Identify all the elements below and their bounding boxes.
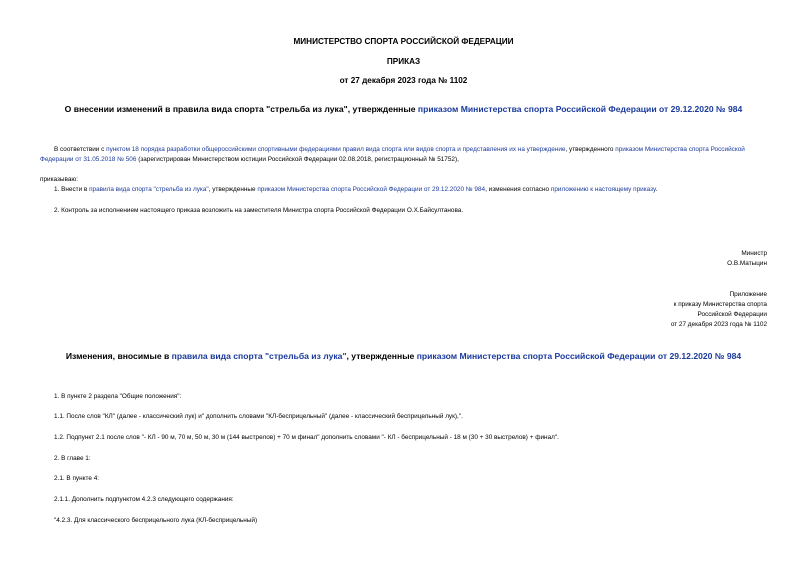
change-item: 1.1. После слов "КЛ" (далее - классический лук) и" дополнить словами "КЛ-бесприцельный" (далее - классический бесприцельный лук),".: [54, 413, 463, 420]
item1-text-1: 1. Внести в: [54, 186, 90, 193]
item1-link-appendix[interactable]: приложению к настоящему приказу: [550, 186, 656, 193]
preamble-text-3: (зарегистрирован Министерством юстиции Российской Федерации 02.08.2018, регистрационный № 51752),: [136, 156, 459, 163]
item1-link-rules[interactable]: правила вида спорта "стрельба из лука": [89, 186, 209, 193]
change-item: "4.2.3. Для классического бесприцельного лука (КЛ-бесприцельный): [54, 517, 258, 524]
doc-type: ПРИКАЗ: [386, 57, 421, 66]
appendix-label: Приложение: [729, 291, 767, 298]
doc-date-number: от 27 декабря 2023 года № 1102: [339, 76, 468, 85]
item1-text-2: , утвержденные: [208, 186, 258, 193]
preamble-text-2: , утвержденного: [565, 146, 616, 153]
appendix-line-2: Российской Федерации: [697, 311, 767, 318]
changes-title-text-2: , утвержденные: [346, 351, 417, 361]
order-word: приказываю:: [40, 176, 78, 183]
change-item: 2.1. В пункте 4:: [54, 475, 100, 482]
signature-position: Министр: [741, 250, 767, 257]
change-item: 1. В пункте 2 раздела "Общие положения":: [54, 393, 182, 400]
appendix-line-3: от 27 декабря 2023 года № 1102: [670, 321, 767, 328]
item-1: [54, 185, 657, 195]
changes-title-text-1: Изменения, вносимые в: [65, 351, 172, 361]
change-item: 1.2. Подпункт 2.1 после слов "- КЛ - 90 м, 70 м, 50 м, 30 м (144 выстрелов) + 70 м финал" дополнить словами "- КЛ - бесприцельный - 18 м (30 + 30 выстрелов) + финал".: [54, 434, 559, 441]
item1-link-order[interactable]: приказом Министерства спорта Российской Федерации от 29.12.2020 № 984: [257, 186, 486, 193]
change-item: 2. В главе 1:: [54, 455, 91, 462]
preamble: [40, 145, 770, 165]
item-2: 2. Контроль за исполнением настоящего приказа возложить на заместителя Министра спорта Российской Федерации О.Х.Байсултанова.: [54, 207, 464, 214]
change-item: 2.1.1. Дополнить подпунктом 4.2.3 следующего содержания:: [54, 496, 234, 503]
changes-title-link-order[interactable]: приказом Министерства спорта Российской Федерации от 29.12.2020 № 984: [416, 351, 742, 361]
preamble-link-2[interactable]: приказом Министерства спорта Российской Федерации от 31.05.2018 № 506: [40, 146, 745, 163]
signature-name: О.В.Матыцин: [727, 260, 767, 267]
changes-title: [0, 351, 807, 361]
title-text: О внесении изменений в правила вида спорта "стрельба из лука", утвержденные: [64, 104, 418, 114]
ministry-heading: МИНИСТЕРСТВО СПОРТА РОССИЙСКОЙ ФЕДЕРАЦИИ: [293, 37, 514, 46]
title-link[interactable]: приказом Министерства спорта Российской Федерации от 29.12.2020 № 984: [417, 104, 743, 114]
document-title: [0, 104, 807, 114]
item1-text-4: .: [655, 186, 658, 193]
changes-title-link-rules[interactable]: правила вида спорта "стрельба из лука": [171, 351, 347, 361]
item1-text-3: , изменения согласно: [485, 186, 551, 193]
preamble-link-1[interactable]: пунктом 18 порядка разработки общероссийскими спортивными федерациями правил вида спорта или видов спорта и представления их на утверждение: [106, 146, 566, 153]
preamble-text-1: В соответствии с: [54, 146, 107, 153]
appendix-line-1: к приказу Министерства спорта: [673, 301, 767, 308]
